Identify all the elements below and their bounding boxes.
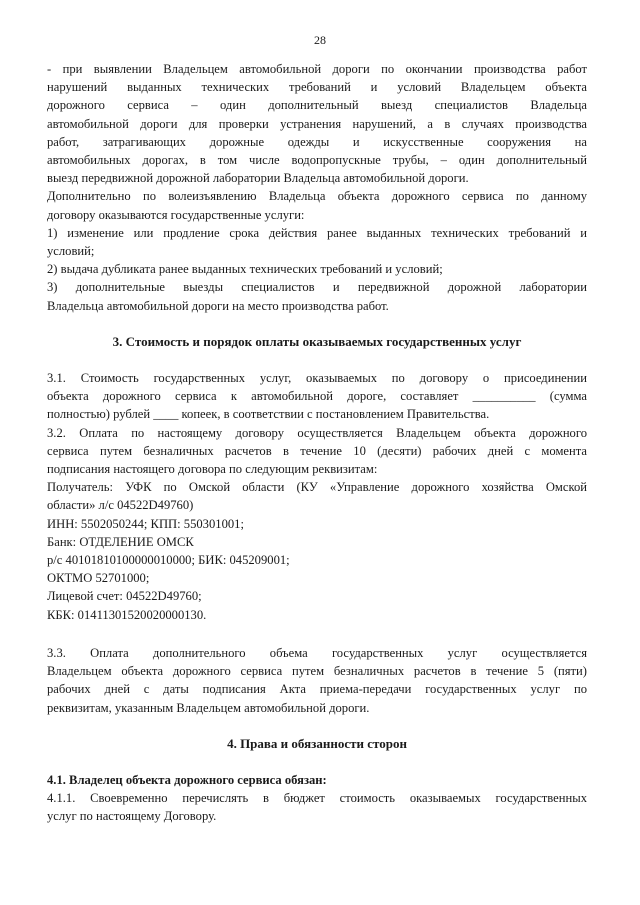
services-list bbox=[47, 224, 587, 315]
text-line: дорожного сервиса – один дополнительный выезд специалистов Владельца bbox=[47, 98, 587, 113]
recipient-line: области» л/с 04522D49760) bbox=[47, 498, 194, 513]
text-line: 4.1.1. Своевременно перечислять в бюджет стоимость оказываемых государственных bbox=[47, 791, 587, 806]
list-item-continuation: условий; bbox=[47, 244, 95, 259]
inn-kpp-line: ИНН: 5502050244; КПП: 550301001; bbox=[47, 516, 244, 531]
list-item: 1) изменение или продление срока действия ранее выданных технических требований и bbox=[47, 225, 587, 240]
section-4-heading: 4. Права и обязанности сторон bbox=[227, 735, 407, 751]
text-line: полностью) рублей ____ копеек, в соответствии с постановлением Правительства. bbox=[47, 407, 490, 422]
paragraph-additional-services bbox=[47, 187, 587, 223]
bank-line: Банк: ОТДЕЛЕНИЕ ОМСК bbox=[47, 534, 194, 549]
text-line: услуг по настоящему Договору. bbox=[47, 809, 217, 824]
page-content bbox=[47, 60, 587, 826]
oktmo-line: ОКТМО 52701000; bbox=[47, 571, 150, 586]
text-line: 3.1. Стоимость государственных услуг, оказываемых по договору о присоединении bbox=[47, 371, 587, 386]
personal-account-line: Лицевой счет: 04522D49760; bbox=[47, 589, 202, 604]
clause-4-1: 4.1. Владелец объекта дорожного сервиса обязан: bbox=[47, 772, 327, 787]
page-number: 28 bbox=[314, 33, 326, 47]
text-line: нарушений выданных технических требований и условий Владельцем объекта bbox=[47, 80, 587, 95]
clause-3-1 bbox=[47, 369, 587, 424]
text-line: 3.3. Оплата дополнительного объема государственных услуг осуществляется bbox=[47, 645, 587, 660]
list-item: 3) дополнительные выезды специалистов и передвижной дорожной лаборатории bbox=[47, 280, 587, 295]
text-line: работ, затрагивающих дорожные одежды и искусственные сооружения на bbox=[47, 134, 587, 149]
recipient-line: Получатель: УФК по Омской области (КУ «Управление дорожного хозяйства Омской bbox=[47, 480, 587, 495]
clause-4-1-1 bbox=[47, 789, 587, 825]
kbk-line: КБК: 01411301520020000130. bbox=[47, 607, 207, 622]
text-line: выезд передвижной дорожной лаборатории Владельца автомобильной дороги. bbox=[47, 171, 469, 186]
text-line: договору оказываются государственные услуги: bbox=[47, 207, 305, 222]
paragraph-inspection-visit bbox=[47, 60, 587, 187]
text-line: Дополнительно по волеизъявлению Владельца объекта дорожного сервиса по данному bbox=[47, 189, 587, 204]
section-3-heading: 3. Стоимость и порядок оплаты оказываемых государственных услуг bbox=[112, 333, 522, 349]
account-line: р/с 40101810100000010000; БИК: 045209001; bbox=[47, 553, 290, 568]
text-line: объекта дорожного сервиса к автомобильной дороге, составляет __________ (сумма bbox=[47, 389, 587, 404]
clause-3-3 bbox=[47, 644, 587, 717]
text-line: - при выявлении Владельцем автомобильной дороги по окончании производства работ bbox=[47, 62, 587, 76]
text-line: 3.2. Оплата по настоящему договору осуществляется Владельцем объекта дорожного bbox=[47, 425, 587, 440]
text-line: Владельцем объекта дорожного сервиса путем безналичных расчетов в течение 5 (пяти) bbox=[47, 664, 587, 679]
payment-details bbox=[47, 478, 587, 624]
text-line: рабочих дней с даты подписания Акта приема-передачи государственных услуг по bbox=[47, 682, 587, 697]
list-item-continuation: Владельца автомобильной дороги на место производства работ. bbox=[47, 298, 389, 313]
text-line: автомобильных дорогах, в том числе водопропускные трубы, – один дополнительный bbox=[47, 153, 587, 168]
text-line: автомобильной дороги для проверки устранения нарушений, а в случаях производства bbox=[47, 116, 587, 131]
text-line: подписания настоящего договора по следующим реквизитам: bbox=[47, 462, 378, 477]
list-item: 2) выдача дубликата ранее выданных технических требований и условий; bbox=[47, 262, 443, 277]
text-line: реквизитам, указанным Владельцем автомобильной дороги. bbox=[47, 700, 370, 715]
clause-3-2 bbox=[47, 424, 587, 479]
text-line: сервиса путем безналичных расчетов в течение 10 (десяти) рабочих дней с момента bbox=[47, 443, 587, 458]
